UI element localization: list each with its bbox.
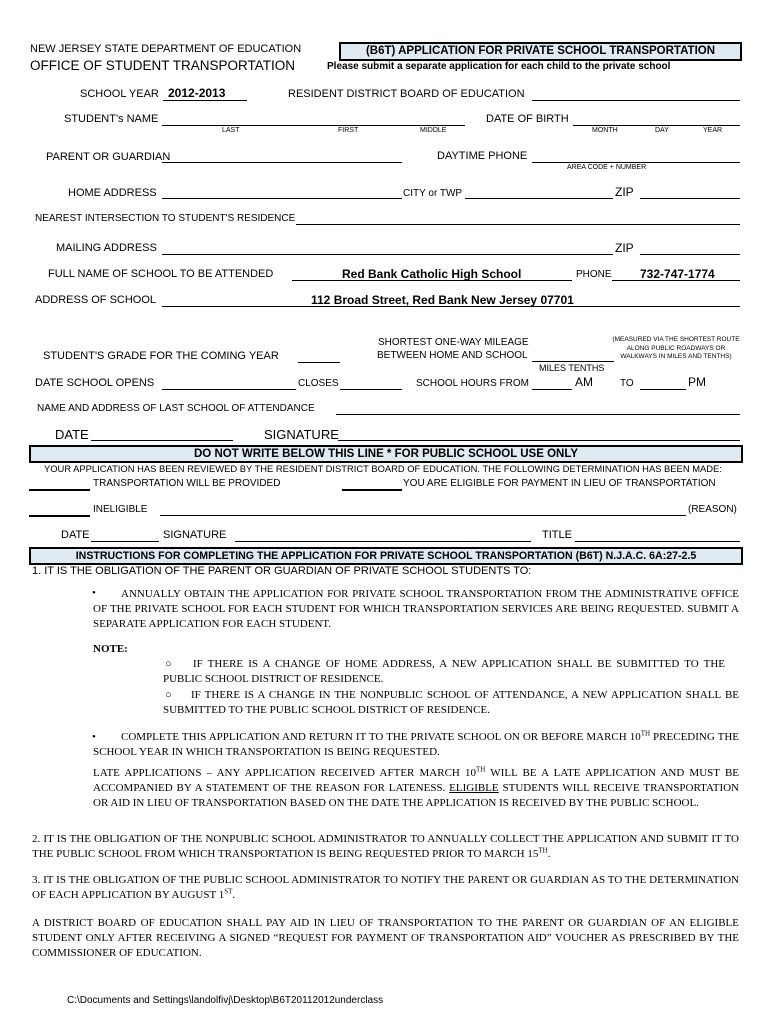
- miles-tenths-caption: MILES TENTHS: [539, 363, 605, 373]
- school-phone-label: PHONE: [576, 269, 612, 280]
- signature-field[interactable]: [338, 440, 740, 441]
- school-name-value[interactable]: Red Bank Catholic High School: [342, 267, 522, 281]
- intersection-label: NEAREST INTERSECTION TO STUDENT'S RESIDENCE: [35, 213, 296, 224]
- bullet-2-part-a: COMPLETE THIS APPLICATION AND RETURN IT TO THE PRIVATE SCHOOL ON OR BEFORE MARCH 10: [121, 731, 641, 743]
- grade-label: STUDENT'S GRADE FOR THE COMING YEAR: [43, 350, 279, 362]
- student-name-field[interactable]: [162, 125, 465, 126]
- dob-month-caption: MONTH: [592, 127, 618, 134]
- mileage-field[interactable]: [532, 361, 614, 362]
- public-date-field[interactable]: [91, 541, 159, 542]
- aid-label: YOU ARE ELIGIBLE FOR PAYMENT IN LIEU OF TRANSPORTATION: [403, 478, 716, 489]
- public-title-label: TITLE: [542, 529, 572, 541]
- instruction-item-3: [32, 873, 739, 903]
- school-address-label: ADDRESS OF SCHOOL: [35, 294, 157, 306]
- mileage-label-1: SHORTEST ONE-WAY MILEAGE: [378, 337, 529, 348]
- school-year-value[interactable]: 2012-2013: [168, 86, 226, 100]
- late-eligible: ELIGIBLE: [449, 781, 499, 794]
- pm-label: PM: [688, 375, 706, 389]
- dob-day-caption: DAY: [655, 127, 669, 134]
- form-subtitle: Please submit a separate application for each child to the private school: [327, 61, 671, 72]
- note-2-body: IF THERE IS A CHANGE IN THE NONPUBLIC SCHOOL OF ATTENDANCE, A NEW APPLICATION SHALL BE SUBMITTED TO THE PUBLIC SCHOOL DISTRICT OF RESIDENCE.: [163, 689, 739, 716]
- instructions-heading-box: [29, 547, 743, 565]
- late-applications-text: [93, 766, 739, 810]
- resident-district-field[interactable]: [532, 100, 740, 101]
- public-title-field[interactable]: [575, 541, 740, 542]
- measured-note-1: (MEASURED VIA THE SHORTEST ROUTE: [612, 336, 740, 343]
- item-2-sup: TH: [538, 846, 548, 855]
- item-3-sup: ST: [224, 887, 233, 896]
- ineligible-reason-field[interactable]: [160, 515, 686, 516]
- parent-label: PARENT OR GUARDIAN: [46, 151, 171, 163]
- mailing-zip-field[interactable]: [640, 254, 740, 255]
- date-field[interactable]: [91, 440, 233, 441]
- to-label: TO: [620, 378, 634, 389]
- mailing-zip-label: ZIP: [615, 241, 634, 255]
- dob-label: DATE OF BIRTH: [486, 113, 569, 125]
- grade-field[interactable]: [298, 362, 340, 363]
- mailing-address-field[interactable]: [162, 254, 613, 255]
- zip-label: ZIP: [615, 185, 634, 199]
- parent-field[interactable]: [162, 162, 402, 163]
- public-use-banner: [29, 445, 743, 463]
- school-phone-value[interactable]: 732-747-1774: [640, 267, 715, 281]
- form-title-box: [339, 42, 742, 61]
- bullet-1-marker: •: [92, 587, 96, 599]
- ineligible-checkline[interactable]: [29, 515, 90, 517]
- date-label: DATE: [55, 427, 89, 442]
- bullet-2-part-b: PRECEDING THE SCHOOL YEAR IN WHICH TRANSPORTATION IS BEING REQUESTED.: [93, 731, 739, 758]
- hours-label: SCHOOL HOURS FROM: [416, 378, 529, 389]
- provided-label: TRANSPORTATION WILL BE PROVIDED: [93, 478, 281, 489]
- city-label: CITY or TWP: [403, 188, 463, 199]
- school-year-label: SCHOOL YEAR: [80, 88, 159, 100]
- area-code-caption: AREA CODE + NUMBER: [567, 164, 647, 171]
- instruction-item-1: 1. IT IS THE OBLIGATION OF THE PARENT OR GUARDIAN OF PRIVATE SCHOOL STUDENTS TO:: [32, 565, 532, 577]
- ineligible-label: INELIGIBLE: [93, 504, 148, 515]
- note-1-marker: ○: [165, 658, 172, 670]
- resident-district-label: RESIDENT DISTRICT BOARD OF EDUCATION: [288, 88, 525, 100]
- signature-label: SIGNATURE: [264, 427, 339, 442]
- late-part-a: LATE APPLICATIONS – ANY APPLICATION RECEIVED AFTER MARCH 10: [93, 767, 477, 779]
- item-2-part-a: 2. IT IS THE OBLIGATION OF THE NONPUBLIC SCHOOL ADMINISTRATOR TO ANNUALLY COLLECT THE APPLICATION AND SUBMIT IT TO THE PUBLIC SCHOOL FROM WHICH TRANSPORTATION IS BEING REQUESTED PRIOR TO MARCH 15: [32, 833, 739, 860]
- measured-note-3: WALKWAYS IN MILES AND TENTHS): [620, 353, 732, 360]
- instruction-item-2: [32, 832, 739, 862]
- note-1-text: [163, 657, 725, 687]
- bullet-2-sup: TH: [640, 729, 651, 738]
- intersection-field[interactable]: [296, 224, 740, 225]
- item-3-part-b: .: [232, 888, 236, 901]
- late-part-b: WILL BE A LATE APPLICATION AND MUST BE ACCOMPANIED BY A STATEMENT OF THE REASON FOR LATENESS.: [93, 767, 739, 794]
- student-name-label: STUDENT's NAME: [64, 113, 159, 125]
- school-address-value[interactable]: 112 Broad Street, Red Bank New Jersey 07701: [311, 293, 574, 307]
- name-first-caption: FIRST: [338, 127, 359, 134]
- last-school-label: NAME AND ADDRESS OF LAST SCHOOL OF ATTENDANCE: [37, 403, 315, 414]
- footer-file-path: C:\Documents and Settings\landolfivj\Desktop\B6T20112012underclass: [67, 995, 384, 1006]
- hours-to-field[interactable]: [640, 389, 686, 390]
- zip-field[interactable]: [640, 198, 740, 199]
- last-school-field[interactable]: [336, 414, 740, 415]
- item-3-part-a: 3. IT IS THE OBLIGATION OF THE PUBLIC SCHOOL ADMINISTRATOR TO NOTIFY THE PARENT OR GUARDIAN AS TO THE DETERMINATION OF EACH APPLICATION BY AUGUST 1: [32, 874, 739, 901]
- office-name: OFFICE OF STUDENT TRANSPORTATION: [30, 58, 296, 73]
- daytime-phone-field[interactable]: [532, 162, 740, 163]
- closes-label: CLOSES: [298, 378, 339, 389]
- public-date-label: DATE: [61, 529, 90, 541]
- mileage-label-2: BETWEEN HOME AND SCHOOL: [377, 350, 528, 361]
- public-signature-label: SIGNATURE: [163, 529, 227, 541]
- school-name-label: FULL NAME OF SCHOOL TO BE ATTENDED: [48, 268, 274, 280]
- note-2-marker: ○: [165, 689, 172, 701]
- measured-note-2: ALONG PUBLIC ROADWAYS OR: [626, 345, 726, 352]
- bullet-1-text: ANNUALLY OBTAIN THE APPLICATION FOR PRIVATE SCHOOL TRANSPORTATION FROM THE ADMINISTRATIVE OFFICE OF THE PRIVATE SCHOOL FOR EACH STUDENT FOR WHICH TRANSPORTATION SERVICES ARE BEING REQUESTED. SUBMIT A SEPARATE APPLICATION FOR EACH STUDENT.: [93, 588, 739, 630]
- bullet-2-text: [93, 730, 739, 760]
- name-middle-caption: MIDDLE: [420, 127, 447, 134]
- mailing-address-label: MAILING ADDRESS: [56, 242, 157, 254]
- late-sup: TH: [476, 765, 486, 774]
- date-opens-field[interactable]: [162, 389, 296, 390]
- dob-field[interactable]: [573, 125, 740, 126]
- late-part-c: STUDENTS WILL RECEIVE TRANSPORTATION OR AID IN LIEU OF TRANSPORTATION BASED ON THE DATE THE APPLICATION IS RECEIVED BY THE PUBLIC SCHOOL.: [93, 781, 739, 809]
- aid-checkline[interactable]: [342, 489, 402, 491]
- provided-checkline[interactable]: [29, 489, 90, 491]
- item-2-part-b: .: [547, 847, 551, 860]
- public-signature-field[interactable]: [235, 541, 531, 542]
- closes-field[interactable]: [340, 389, 402, 390]
- daytime-phone-label: DAYTIME PHONE: [437, 150, 528, 162]
- hours-from-field[interactable]: [532, 389, 572, 390]
- reason-label: (REASON): [688, 504, 737, 515]
- note-2-text: [163, 688, 739, 718]
- closing-paragraph: A DISTRICT BOARD OF EDUCATION SHALL PAY AID IN LIEU OF TRANSPORTATION TO THE PARENT OR GUARDIAN OF AN ELIGIBLE STUDENT ONLY AFTER RECEIVING A SIGNED “REQUEST FOR PAYMENT OF TRANSPORTATION AID” VOUCHER AS PRESCRIBED BY THE COMMISSIONER OF EDUCATION.: [32, 917, 739, 959]
- home-address-label: HOME ADDRESS: [68, 187, 157, 199]
- instructions-heading: INSTRUCTIONS FOR COMPLETING THE APPLICATION FOR PRIVATE SCHOOL TRANSPORTATION (B6T) N.J.A.C. 6A:27-2.5: [75, 550, 697, 562]
- city-field[interactable]: [465, 198, 613, 199]
- note-label: NOTE:: [93, 643, 128, 655]
- public-use-banner-text: DO NOT WRITE BELOW THIS LINE * FOR PUBLIC SCHOOL USE ONLY: [194, 448, 578, 460]
- bullet-2-marker: •: [92, 731, 96, 743]
- school-year-line: [163, 100, 247, 101]
- review-text: YOUR APPLICATION HAS BEEN REVIEWED BY THE RESIDENT DISTRICT BOARD OF EDUCATION. THE FOLLOWING DETERMINATION HAS BEEN MADE:: [44, 463, 722, 474]
- am-label: AM: [575, 375, 593, 389]
- date-opens-label: DATE SCHOOL OPENS: [35, 377, 155, 389]
- dob-year-caption: YEAR: [703, 127, 723, 134]
- form-title: (B6T) APPLICATION FOR PRIVATE SCHOOL TRANSPORTATION: [365, 45, 716, 57]
- note-1-body: IF THERE IS A CHANGE OF HOME ADDRESS, A NEW APPLICATION SHALL BE SUBMITTED TO THE PUBLIC SCHOOL DISTRICT OF RESIDENCE.: [163, 658, 725, 685]
- home-address-field[interactable]: [162, 198, 402, 199]
- name-last-caption: LAST: [222, 127, 240, 134]
- agency-name: NEW JERSEY STATE DEPARTMENT OF EDUCATION: [30, 43, 302, 55]
